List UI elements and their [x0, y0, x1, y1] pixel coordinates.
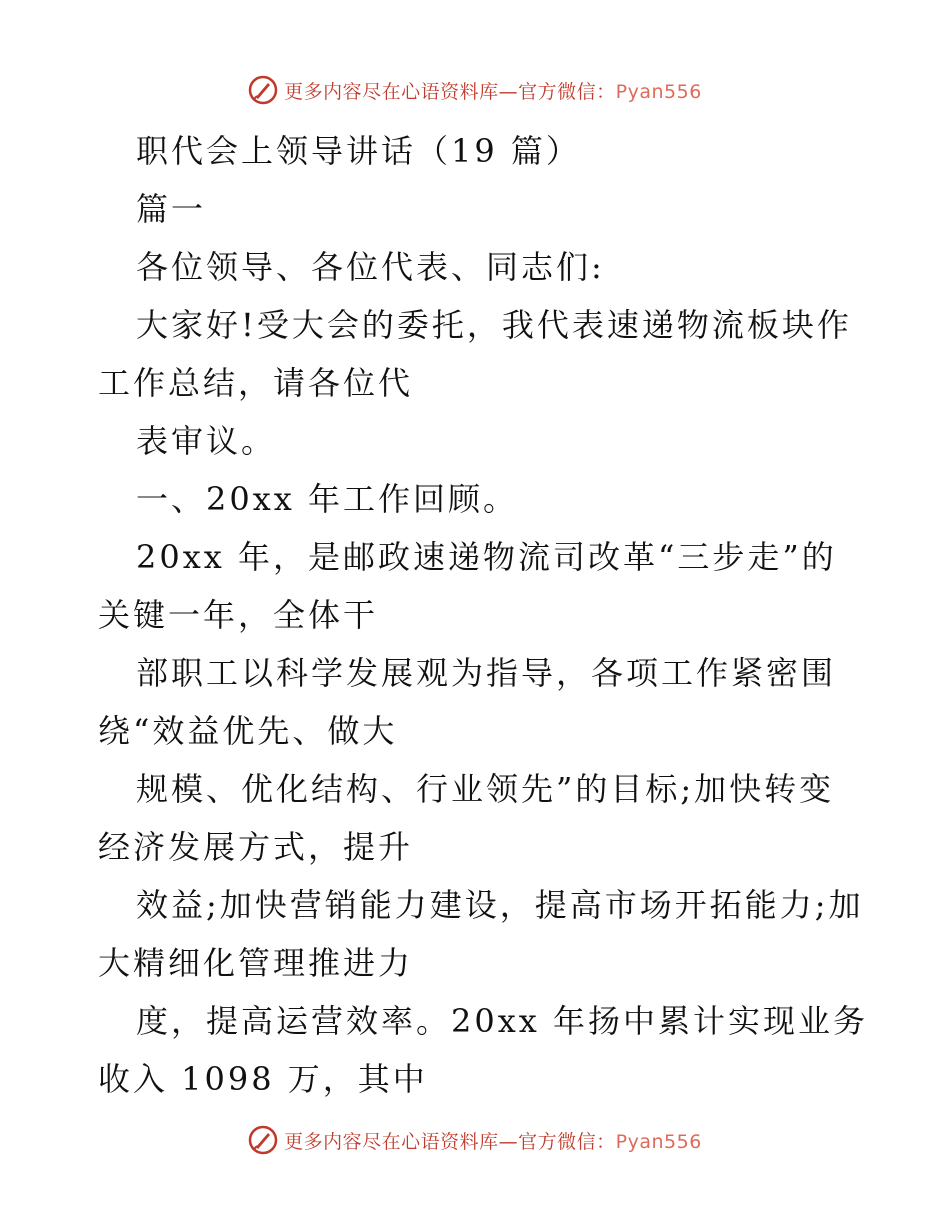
doc-salutation: 各位领导、各位代表、同志们:: [136, 248, 605, 286]
doc-line: 收入 1098 万，其中: [98, 1060, 428, 1098]
doc-subheading: 一、20xx 年工作回顾。: [136, 480, 518, 518]
header-banner: [0, 70, 950, 110]
footer-banner: [0, 1120, 950, 1160]
doc-line: 大精细化管理推进力: [98, 944, 414, 982]
doc-line: 表审议。: [136, 422, 277, 460]
footer-banner-handle: Pyan556: [615, 1130, 702, 1153]
doc-line: 大家好!受大会的委托，我代表速递物流板块作: [136, 306, 852, 344]
doc-line: 规模、优化结构、行业领先”的目标;加快转变: [136, 770, 835, 808]
feather-pen-icon: [248, 1125, 278, 1155]
doc-line: 度，提高运营效率。20xx 年扬中累计实现业务: [136, 1002, 868, 1040]
doc-line: 部职工以科学发展观为指导，各项工作紧密围: [136, 654, 837, 692]
header-banner-text: 更多内容尽在心语资料库—官方微信：Pyan556: [284, 80, 702, 103]
feather-pen-icon: [248, 75, 278, 105]
document-body: [98, 122, 868, 1108]
doc-line: 关键一年，全体干: [98, 596, 379, 634]
doc-section-heading: 篇一: [136, 190, 207, 228]
doc-line: 绕“效益优先、做大: [98, 712, 398, 750]
doc-line: 20xx 年，是邮政速递物流司改革“三步走”的: [136, 538, 837, 576]
doc-title: 职代会上领导讲话（19 篇）: [136, 132, 581, 170]
header-banner-handle: Pyan556: [615, 80, 702, 103]
footer-banner-text: 更多内容尽在心语资料库—官方微信：Pyan556: [284, 1130, 702, 1153]
doc-line: 效益;加快营销能力建设，提高市场开拓能力;加: [136, 886, 864, 924]
doc-line: 经济发展方式，提升: [98, 828, 414, 866]
doc-line: 工作总结，请各位代: [98, 364, 414, 402]
